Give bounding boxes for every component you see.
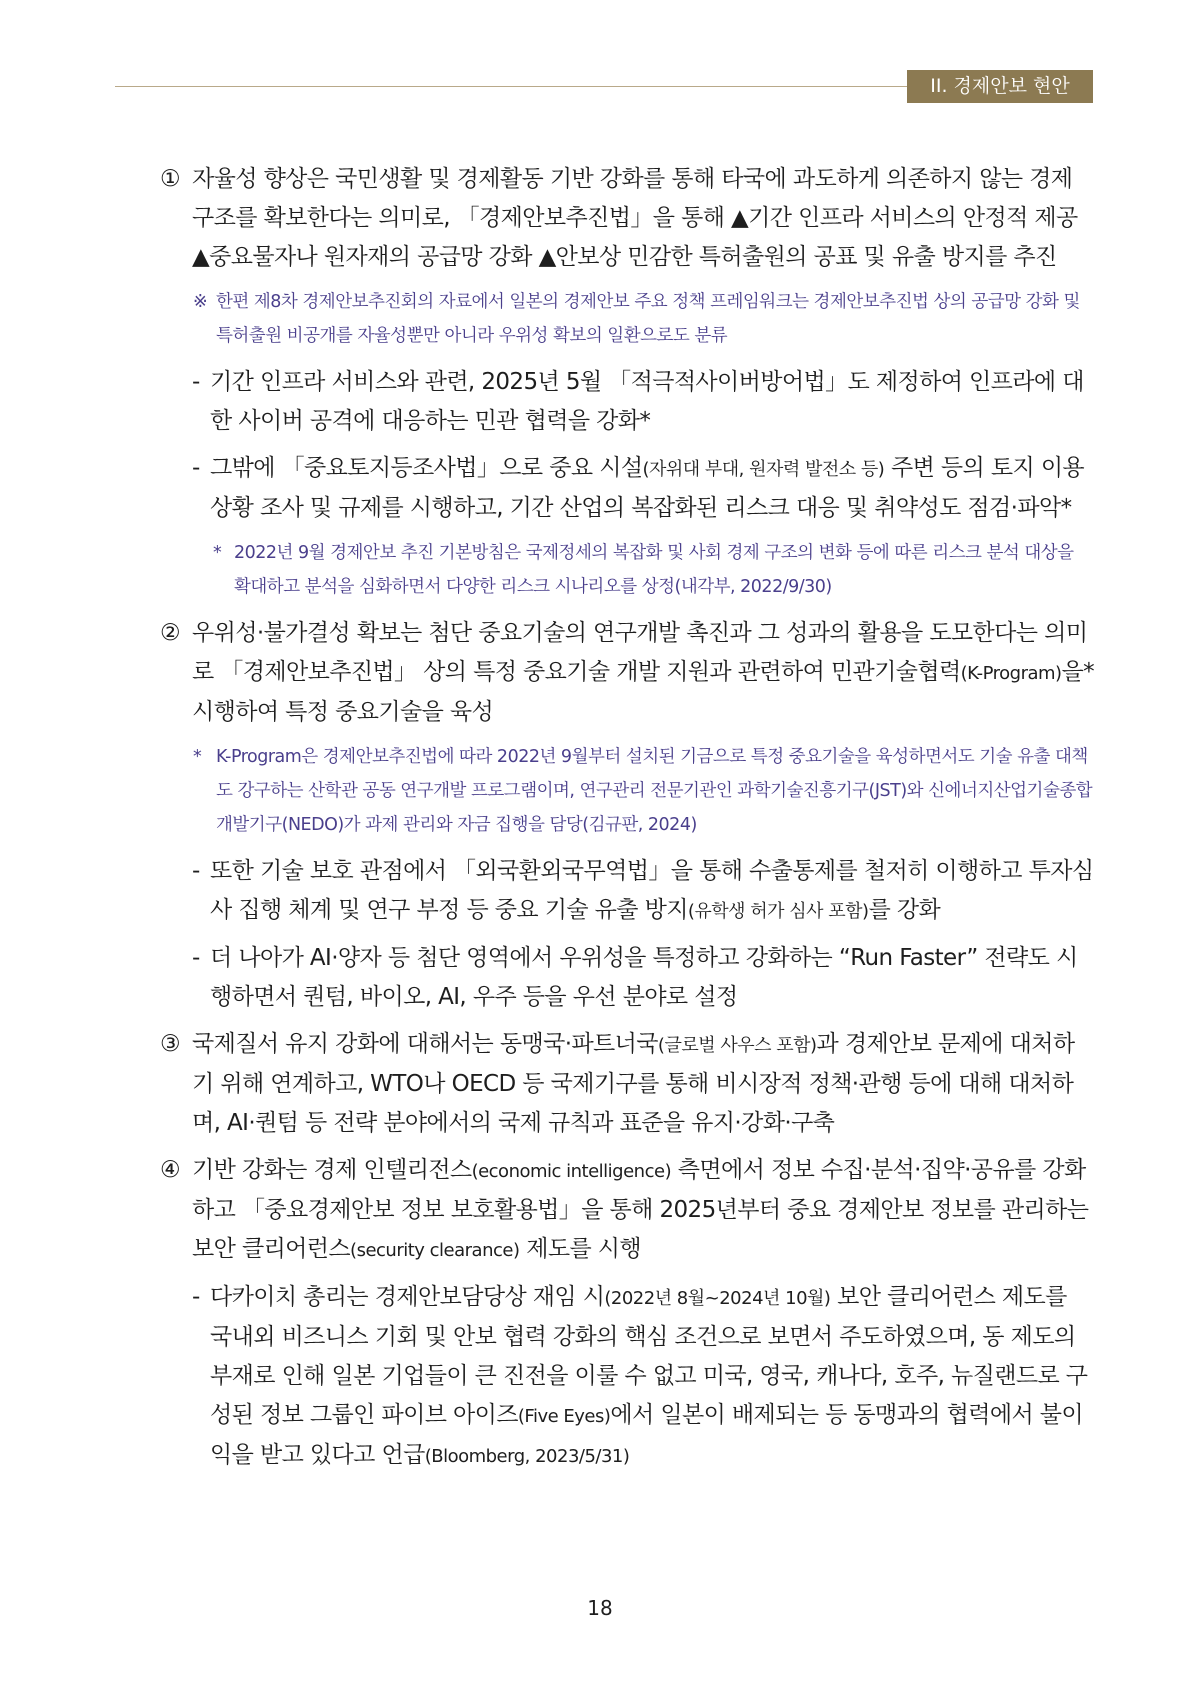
item-number: ③ xyxy=(160,1031,181,1057)
dash-mark: - xyxy=(192,1284,200,1310)
item-aside: (security clearance) xyxy=(350,1240,520,1261)
dash-mark: - xyxy=(192,455,200,481)
note-text: 2022년 9월 경제안보 추진 기본방침은 국제정세의 복잡화 및 사회 경제 구조의 변화 등에 따른 리스크 분석 대상을 확대하고 분석을 심화하면서 다양한 리스크 시나리오를 상정(내각부, 2022/9/30) xyxy=(234,543,1074,597)
dash-mark: - xyxy=(192,945,200,971)
item-number: ① xyxy=(160,166,181,192)
item-text: 기반 강화는 경제 인텔리전스 xyxy=(192,1157,472,1183)
list-item-foundation xyxy=(160,1151,1095,1270)
sub-item-tech-protection xyxy=(160,852,1095,931)
note-mark: ※ xyxy=(193,292,208,312)
sub-item-text: 그밖에 「중요토지등조사법」으로 중요 시설 xyxy=(210,455,643,481)
sub-item-cyber-defense xyxy=(160,363,1095,441)
page-number: 18 xyxy=(587,1596,613,1620)
sub-item-text: 또한 기술 보호 관점에서 「외국환외국무역법」을 통해 수출통제를 철저히 이행하고 투자심사 집행 체계 및 연구 부정 등 중요 기술 유출 방지 xyxy=(210,858,1094,923)
item-text-end: 제도를 시행 xyxy=(519,1236,642,1262)
item-text: 국제질서 유지 강화에 대해서는 동맹국·파트너국 xyxy=(192,1031,658,1057)
sub-item-land-survey xyxy=(160,449,1095,528)
list-item-autonomy xyxy=(160,160,1095,277)
item-text: 자율성 향상은 국민생활 및 경제활동 기반 강화를 통해 타국에 과도하게 의존하지 않는 경제 구조를 확보한다는 의미로, 「경제안보추진법」을 통해 ▲기간 인프라 서비스의 안정적 제공 ▲중요물자나 원자재의 공급망 강화 ▲안보상 민감한 특허출원의 공표 및 유출 방지를 추진 xyxy=(192,166,1078,270)
sub-item-security-clearance xyxy=(160,1278,1095,1476)
item-aside: (K-Program) xyxy=(960,663,1062,684)
item-text-cont: 측면에서 정보 수집·분석·집약·공유를 강화하고 「중요경제안보 정보 보호활용법」을 통해 2025년부터 중요 경제안보 정보를 관리하는 보안 클리어런스 xyxy=(192,1157,1089,1262)
sub-item-text: 다카이치 총리는 경제안보담당상 재임 시 xyxy=(210,1284,605,1310)
note-mark: * xyxy=(213,543,222,563)
sub-item-aside: (유학생 허가 심사 포함) xyxy=(687,901,869,922)
dash-mark: - xyxy=(192,369,200,395)
item-text-cont: 과 경제안보 문제에 대처하기 위해 연계하고, WTO나 OECD 등 국제기구를 통해 비시장적 정책·관행 등에 대해 대처하며, AI·퀀텀 등 전략 분야에서의 국제 규칙과 표준을 유지·강화·구축 xyxy=(192,1031,1075,1136)
sub-item-run-faster xyxy=(160,939,1095,1017)
sub-item-text: 더 나아가 AI·양자 등 첨단 영역에서 우위성을 특정하고 강화하는 “Run Faster” 전략도 시행하면서 퀀텀, 바이오, AI, 우주 등을 우선 분야로 설정 xyxy=(210,945,1078,1010)
list-item-superiority xyxy=(160,614,1095,732)
item-text-cont: 을* 시행하여 특정 중요기술을 육성 xyxy=(192,659,1095,725)
sub-item-text-cont: 를 강화 xyxy=(868,897,941,923)
item-aside: (글로벌 사우스 포함) xyxy=(657,1035,817,1056)
reference-note xyxy=(160,285,1095,353)
sub-item-text-cont: 주변 등의 토지 이용 상황 조사 및 규제를 시행하고, 기간 산업의 복잡화된 리스크 대응 및 취약성도 점검·파악* xyxy=(210,455,1085,521)
sub-item-text-cont: 에서 일본이 배제되는 등 동맹과의 협력에서 불이익을 받고 있다고 언급 xyxy=(210,1402,1084,1468)
citation: (Bloomberg, 2023/5/31) xyxy=(424,1446,630,1467)
item-number: ④ xyxy=(160,1157,181,1183)
header-rule xyxy=(115,86,907,87)
footnote-k-program xyxy=(160,740,1095,842)
sub-item-text: 기간 인프라 서비스와 관련, 2025년 5월 「적극적사이버방어법」도 제정하여 인프라에 대한 사이버 공격에 대응하는 민관 협력을 강화* xyxy=(210,369,1084,434)
sub-item-text-cont: 보안 클리어런스 제도를 국내외 비즈니스 기회 및 안보 협력 강화의 핵심 조건으로 보면서 주도하였으며, 동 제도의 부재로 인해 일본 기업들이 큰 진전을 이룰 수 없고 미국, 영국, 캐나다, 호주, 뉴질랜드로 구성된 정보 그룹인 파이브 아이즈 xyxy=(210,1284,1088,1428)
footnote-basic-policy xyxy=(160,536,1095,604)
item-text: 우위성·불가결성 확보는 첨단 중요기술의 연구개발 촉진과 그 성과의 활용을 도모한다는 의미로 「경제안보추진법」 상의 특정 중요기술 개발 지원과 관련하여 민관기술협력 xyxy=(192,620,1088,685)
page-body xyxy=(160,160,1095,1484)
note-mark: * xyxy=(193,747,202,767)
note-text: 한편 제8차 경제안보추진회의 자료에서 일본의 경제안보 주요 정책 프레임워크는 경제안보추진법 상의 공급망 강화 및 특허출원 비공개를 자율성뿐만 아니라 우위성 확보의 일환으로도 분류 xyxy=(216,292,1080,346)
section-tag: II. 경제안보 현안 xyxy=(907,70,1093,103)
note-text: K-Program은 경제안보추진법에 따라 2022년 9월부터 설치된 기금으로 특정 중요기술을 육성하면서도 기술 유출 대책도 강구하는 산학관 공동 연구개발 프로그램이며, 연구관리 전문기관인 과학기술진흥기구(JST)와 신에너지산업기술종합개발기구(NEDO)가 과제 관리와 자금 집행을 담당(김규판, 2024) xyxy=(216,747,1093,835)
sub-item-aside: (Five Eyes) xyxy=(517,1406,611,1427)
item-aside: (economic intelligence) xyxy=(471,1161,672,1182)
item-number: ② xyxy=(160,620,181,646)
dash-mark: - xyxy=(192,858,200,884)
sub-item-aside: (자위대 부대, 원자력 발전소 등) xyxy=(642,459,885,480)
sub-item-aside: (2022년 8월~2024년 10월) xyxy=(604,1288,831,1309)
list-item-international-order xyxy=(160,1025,1095,1143)
